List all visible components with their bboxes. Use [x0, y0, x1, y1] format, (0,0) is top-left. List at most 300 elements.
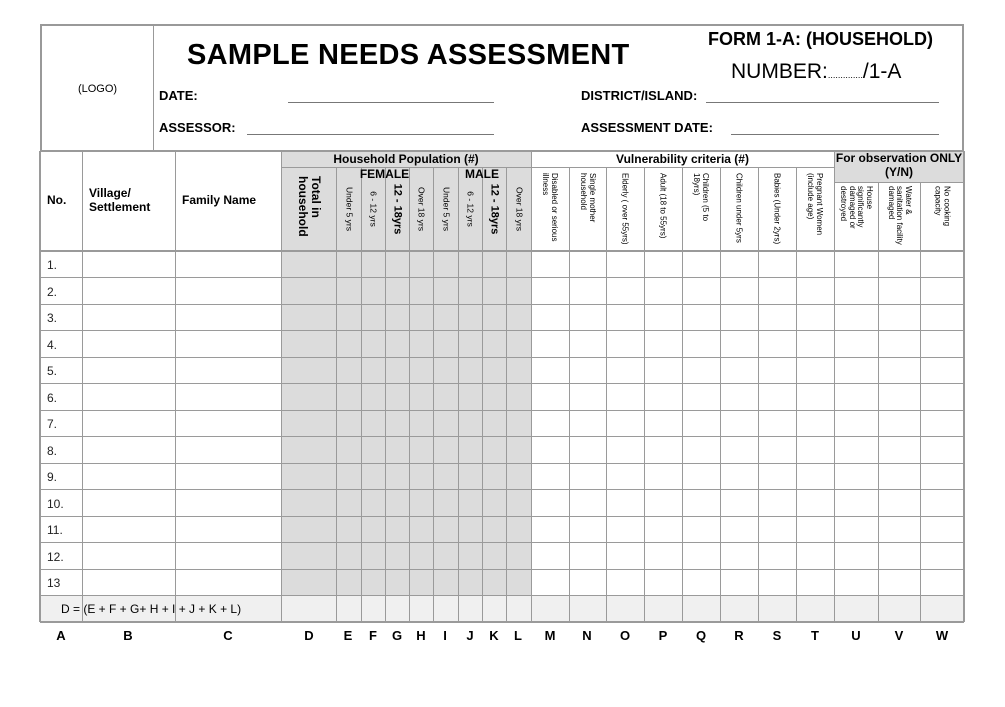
data-cell[interactable]	[281, 516, 336, 543]
data-cell[interactable]	[606, 357, 644, 384]
vulnerability-8-label: Pregnant Women (include age)	[806, 173, 824, 236]
data-cell[interactable]	[409, 251, 433, 278]
data-cell[interactable]	[385, 278, 409, 305]
data-cell[interactable]	[878, 357, 920, 384]
data-cell[interactable]	[878, 384, 920, 411]
data-cell[interactable]	[758, 357, 796, 384]
data-cell[interactable]	[281, 543, 336, 570]
data-cell[interactable]	[796, 410, 834, 437]
data-cell[interactable]	[920, 278, 964, 305]
data-cell[interactable]	[482, 543, 506, 570]
data-cell[interactable]	[482, 569, 506, 596]
data-cell[interactable]	[336, 331, 361, 358]
data-cell[interactable]	[531, 516, 569, 543]
data-cell[interactable]	[281, 490, 336, 517]
data-cell[interactable]	[385, 410, 409, 437]
data-cell[interactable]	[336, 384, 361, 411]
data-cell[interactable]	[336, 516, 361, 543]
data-cell[interactable]	[336, 490, 361, 517]
district-field[interactable]	[706, 102, 939, 103]
data-cell[interactable]	[834, 569, 878, 596]
data-cell[interactable]	[458, 304, 482, 331]
data-cell[interactable]	[606, 278, 644, 305]
data-cell[interactable]	[606, 516, 644, 543]
data-cell[interactable]	[506, 437, 531, 464]
data-cell[interactable]	[409, 410, 433, 437]
data-cell[interactable]	[506, 357, 531, 384]
data-cell[interactable]	[758, 543, 796, 570]
male-age-4-label: Over 18 yrs	[514, 187, 524, 231]
data-cell[interactable]	[82, 463, 175, 490]
data-cell[interactable]	[606, 569, 644, 596]
row-number: 1.	[47, 258, 58, 272]
data-cell[interactable]	[336, 463, 361, 490]
data-cell[interactable]	[920, 304, 964, 331]
data-cell[interactable]	[758, 437, 796, 464]
data-cell[interactable]	[531, 251, 569, 278]
data-cell[interactable]	[531, 304, 569, 331]
data-cell[interactable]	[531, 357, 569, 384]
data-cell[interactable]	[482, 410, 506, 437]
data-cell[interactable]	[361, 384, 385, 411]
data-cell[interactable]	[482, 251, 506, 278]
data-cell[interactable]	[361, 569, 385, 596]
data-cell[interactable]	[720, 463, 758, 490]
data-cell[interactable]	[796, 304, 834, 331]
data-cell[interactable]	[336, 569, 361, 596]
data-cell[interactable]	[920, 516, 964, 543]
data-cell[interactable]	[361, 543, 385, 570]
data-cell[interactable]	[834, 463, 878, 490]
data-cell[interactable]	[878, 331, 920, 358]
data-cell[interactable]	[834, 543, 878, 570]
data-cell[interactable]	[796, 357, 834, 384]
data-cell[interactable]	[458, 278, 482, 305]
data-cell[interactable]	[644, 543, 682, 570]
data-cell[interactable]	[385, 543, 409, 570]
data-cell[interactable]	[506, 490, 531, 517]
data-cell[interactable]	[758, 384, 796, 411]
data-cell[interactable]	[281, 410, 336, 437]
data-cell[interactable]	[409, 490, 433, 517]
data-cell[interactable]	[433, 384, 458, 411]
data-cell[interactable]	[385, 304, 409, 331]
data-cell[interactable]	[281, 463, 336, 490]
data-cell[interactable]	[175, 331, 281, 358]
data-cell[interactable]	[82, 278, 175, 305]
data-cell[interactable]	[758, 278, 796, 305]
data-cell[interactable]	[682, 331, 720, 358]
data-cell[interactable]	[606, 384, 644, 411]
data-cell[interactable]	[606, 543, 644, 570]
data-cell[interactable]	[834, 384, 878, 411]
data-cell[interactable]	[361, 463, 385, 490]
data-cell[interactable]	[175, 569, 281, 596]
data-cell[interactable]	[82, 251, 175, 278]
data-cell[interactable]	[682, 357, 720, 384]
data-cell[interactable]	[834, 278, 878, 305]
data-cell[interactable]	[682, 543, 720, 570]
data-cell[interactable]	[682, 490, 720, 517]
data-cell[interactable]	[720, 569, 758, 596]
data-cell[interactable]	[409, 384, 433, 411]
data-cell[interactable]	[796, 516, 834, 543]
data-cell[interactable]	[433, 569, 458, 596]
data-cell[interactable]	[569, 490, 606, 517]
date-field[interactable]	[288, 102, 494, 103]
data-cell[interactable]	[606, 490, 644, 517]
data-cell[interactable]	[531, 437, 569, 464]
data-cell[interactable]	[458, 569, 482, 596]
observation-header: For observation ONLY (Y/N)	[835, 151, 963, 179]
data-cell[interactable]	[433, 437, 458, 464]
data-cell[interactable]	[531, 410, 569, 437]
data-cell[interactable]	[82, 384, 175, 411]
data-cell[interactable]	[175, 463, 281, 490]
data-cell[interactable]	[433, 490, 458, 517]
data-cell[interactable]	[569, 384, 606, 411]
data-cell[interactable]	[175, 278, 281, 305]
data-cell[interactable]	[920, 463, 964, 490]
data-cell[interactable]	[433, 331, 458, 358]
data-cell[interactable]	[644, 331, 682, 358]
data-cell[interactable]	[506, 410, 531, 437]
data-cell[interactable]	[682, 251, 720, 278]
data-cell[interactable]	[385, 569, 409, 596]
data-cell[interactable]	[720, 490, 758, 517]
data-cell[interactable]	[82, 516, 175, 543]
data-cell[interactable]	[682, 463, 720, 490]
data-cell[interactable]	[409, 331, 433, 358]
data-cell[interactable]	[361, 331, 385, 358]
data-cell[interactable]	[644, 463, 682, 490]
data-cell[interactable]	[458, 251, 482, 278]
data-cell[interactable]	[409, 437, 433, 464]
data-cell[interactable]	[458, 357, 482, 384]
data-cell[interactable]	[644, 569, 682, 596]
data-cell[interactable]	[458, 543, 482, 570]
data-cell[interactable]	[82, 331, 175, 358]
data-cell[interactable]	[644, 516, 682, 543]
data-cell[interactable]	[361, 251, 385, 278]
data-cell[interactable]	[175, 490, 281, 517]
data-cell[interactable]	[569, 278, 606, 305]
data-cell[interactable]	[281, 384, 336, 411]
data-cell[interactable]	[458, 410, 482, 437]
data-cell[interactable]	[482, 304, 506, 331]
data-cell[interactable]	[458, 437, 482, 464]
data-cell[interactable]	[409, 516, 433, 543]
data-cell[interactable]	[834, 437, 878, 464]
data-cell[interactable]	[433, 278, 458, 305]
data-cell[interactable]	[758, 331, 796, 358]
data-cell[interactable]	[720, 437, 758, 464]
number-blank[interactable]: ..............	[827, 70, 863, 80]
data-cell[interactable]	[796, 490, 834, 517]
data-cell[interactable]	[878, 304, 920, 331]
data-cell[interactable]	[920, 251, 964, 278]
data-cell[interactable]	[569, 569, 606, 596]
data-cell[interactable]	[834, 304, 878, 331]
data-cell[interactable]	[506, 251, 531, 278]
data-cell[interactable]	[433, 463, 458, 490]
data-cell[interactable]	[682, 304, 720, 331]
data-cell[interactable]	[281, 278, 336, 305]
data-cell[interactable]	[506, 463, 531, 490]
data-cell[interactable]	[878, 543, 920, 570]
data-cell[interactable]	[433, 357, 458, 384]
data-cell[interactable]	[482, 437, 506, 464]
data-cell[interactable]	[531, 331, 569, 358]
data-cell[interactable]	[796, 437, 834, 464]
data-cell[interactable]	[606, 410, 644, 437]
data-cell[interactable]	[720, 384, 758, 411]
data-cell[interactable]	[433, 516, 458, 543]
data-cell[interactable]	[606, 463, 644, 490]
data-cell[interactable]	[920, 437, 964, 464]
data-cell[interactable]	[606, 437, 644, 464]
data-cell[interactable]	[458, 516, 482, 543]
data-cell[interactable]	[682, 384, 720, 411]
data-cell[interactable]	[569, 410, 606, 437]
data-cell[interactable]	[920, 384, 964, 411]
data-cell[interactable]	[82, 490, 175, 517]
data-cell[interactable]	[644, 304, 682, 331]
data-cell[interactable]	[409, 543, 433, 570]
data-cell[interactable]	[758, 569, 796, 596]
data-cell[interactable]	[433, 251, 458, 278]
data-cell[interactable]	[361, 437, 385, 464]
data-cell[interactable]	[82, 543, 175, 570]
data-cell[interactable]	[878, 410, 920, 437]
data-cell[interactable]	[361, 516, 385, 543]
data-cell[interactable]	[506, 331, 531, 358]
data-cell[interactable]	[433, 543, 458, 570]
data-cell[interactable]	[682, 516, 720, 543]
data-cell[interactable]	[361, 490, 385, 517]
data-cell[interactable]	[281, 304, 336, 331]
data-cell[interactable]	[531, 463, 569, 490]
data-cell[interactable]	[920, 569, 964, 596]
data-cell[interactable]	[796, 569, 834, 596]
data-cell[interactable]	[281, 331, 336, 358]
female-age-4	[409, 167, 433, 251]
data-cell[interactable]	[175, 410, 281, 437]
data-cell[interactable]	[281, 569, 336, 596]
data-cell[interactable]	[644, 410, 682, 437]
data-cell[interactable]	[920, 410, 964, 437]
data-cell[interactable]	[758, 410, 796, 437]
data-cell[interactable]	[720, 331, 758, 358]
data-cell[interactable]	[720, 304, 758, 331]
data-cell[interactable]	[175, 357, 281, 384]
data-cell[interactable]	[720, 251, 758, 278]
data-cell[interactable]	[834, 357, 878, 384]
data-cell[interactable]	[644, 278, 682, 305]
data-cell[interactable]	[569, 357, 606, 384]
data-cell[interactable]	[458, 384, 482, 411]
data-cell[interactable]	[458, 331, 482, 358]
data-cell[interactable]	[385, 516, 409, 543]
data-cell[interactable]	[878, 251, 920, 278]
data-cell[interactable]	[409, 463, 433, 490]
data-cell[interactable]	[82, 304, 175, 331]
data-cell[interactable]	[506, 278, 531, 305]
data-cell[interactable]	[878, 569, 920, 596]
data-cell[interactable]	[433, 304, 458, 331]
data-cell[interactable]	[458, 490, 482, 517]
data-cell[interactable]	[569, 463, 606, 490]
data-cell[interactable]	[82, 410, 175, 437]
logo-label: (LOGO)	[77, 82, 118, 95]
data-cell[interactable]	[878, 278, 920, 305]
data-cell[interactable]	[482, 384, 506, 411]
data-cell[interactable]	[758, 516, 796, 543]
data-cell[interactable]	[175, 516, 281, 543]
data-cell[interactable]	[361, 304, 385, 331]
data-cell[interactable]	[506, 516, 531, 543]
data-cell[interactable]	[506, 304, 531, 331]
data-cell[interactable]	[458, 463, 482, 490]
data-cell[interactable]	[482, 463, 506, 490]
data-cell[interactable]	[720, 278, 758, 305]
data-cell[interactable]	[569, 437, 606, 464]
data-cell[interactable]	[796, 384, 834, 411]
data-cell[interactable]	[878, 490, 920, 517]
data-cell[interactable]	[834, 490, 878, 517]
data-cell[interactable]	[606, 251, 644, 278]
data-cell[interactable]	[682, 278, 720, 305]
data-cell[interactable]	[82, 437, 175, 464]
data-cell[interactable]	[385, 490, 409, 517]
data-cell[interactable]	[720, 543, 758, 570]
data-cell[interactable]	[361, 410, 385, 437]
assessor-field[interactable]	[247, 134, 494, 135]
data-cell[interactable]	[606, 331, 644, 358]
data-cell[interactable]	[531, 490, 569, 517]
data-cell[interactable]	[336, 251, 361, 278]
data-cell[interactable]	[758, 304, 796, 331]
assessment-date-field[interactable]	[731, 134, 939, 135]
data-cell[interactable]	[385, 384, 409, 411]
data-cell[interactable]	[281, 357, 336, 384]
data-cell[interactable]	[758, 463, 796, 490]
data-cell[interactable]	[569, 516, 606, 543]
data-cell[interactable]	[409, 304, 433, 331]
data-cell[interactable]	[361, 278, 385, 305]
data-cell[interactable]	[336, 278, 361, 305]
data-cell[interactable]	[644, 251, 682, 278]
data-cell[interactable]	[682, 437, 720, 464]
data-cell[interactable]	[834, 516, 878, 543]
data-cell[interactable]	[834, 410, 878, 437]
data-cell[interactable]	[644, 437, 682, 464]
data-cell[interactable]	[606, 304, 644, 331]
data-cell[interactable]	[834, 251, 878, 278]
data-cell[interactable]	[720, 516, 758, 543]
data-cell[interactable]	[482, 278, 506, 305]
data-cell[interactable]	[569, 304, 606, 331]
data-cell[interactable]	[569, 543, 606, 570]
data-cell[interactable]	[796, 331, 834, 358]
data-cell[interactable]	[336, 357, 361, 384]
data-cell[interactable]	[409, 278, 433, 305]
data-cell[interactable]	[361, 357, 385, 384]
data-cell[interactable]	[482, 331, 506, 358]
data-cell[interactable]	[644, 357, 682, 384]
data-cell[interactable]	[336, 543, 361, 570]
data-cell[interactable]	[878, 437, 920, 464]
data-cell[interactable]	[506, 569, 531, 596]
data-cell[interactable]	[506, 384, 531, 411]
data-cell[interactable]	[385, 463, 409, 490]
data-cell[interactable]	[175, 437, 281, 464]
data-cell[interactable]	[409, 357, 433, 384]
data-cell[interactable]	[758, 251, 796, 278]
data-cell[interactable]	[482, 357, 506, 384]
data-cell[interactable]	[720, 357, 758, 384]
data-cell[interactable]	[482, 516, 506, 543]
data-cell[interactable]	[385, 357, 409, 384]
data-cell[interactable]	[531, 569, 569, 596]
data-cell[interactable]	[385, 331, 409, 358]
data-cell[interactable]	[175, 543, 281, 570]
data-cell[interactable]	[385, 251, 409, 278]
data-cell[interactable]	[569, 331, 606, 358]
data-cell[interactable]	[336, 437, 361, 464]
data-cell[interactable]	[531, 384, 569, 411]
data-cell[interactable]	[758, 490, 796, 517]
data-cell[interactable]	[336, 304, 361, 331]
data-cell[interactable]	[506, 543, 531, 570]
data-cell[interactable]	[644, 490, 682, 517]
data-cell[interactable]	[569, 251, 606, 278]
data-cell[interactable]	[796, 278, 834, 305]
female-age-1	[336, 167, 361, 251]
data-cell[interactable]	[531, 278, 569, 305]
data-cell[interactable]	[175, 304, 281, 331]
data-cell[interactable]	[920, 357, 964, 384]
data-cell[interactable]	[920, 543, 964, 570]
data-cell[interactable]	[644, 384, 682, 411]
data-cell[interactable]	[920, 490, 964, 517]
data-cell[interactable]	[433, 410, 458, 437]
data-cell[interactable]	[720, 410, 758, 437]
data-cell[interactable]	[920, 331, 964, 358]
data-cell[interactable]	[82, 357, 175, 384]
data-cell[interactable]	[281, 251, 336, 278]
data-cell[interactable]	[281, 437, 336, 464]
data-cell[interactable]	[878, 463, 920, 490]
data-cell[interactable]	[409, 569, 433, 596]
data-cell[interactable]	[682, 410, 720, 437]
data-cell[interactable]	[175, 251, 281, 278]
data-cell[interactable]	[336, 410, 361, 437]
data-cell[interactable]	[482, 490, 506, 517]
data-cell[interactable]	[82, 569, 175, 596]
data-cell[interactable]	[175, 384, 281, 411]
data-cell[interactable]	[796, 251, 834, 278]
data-cell[interactable]	[796, 463, 834, 490]
page-title: SAMPLE NEEDS ASSESSMENT	[187, 39, 630, 71]
data-cell[interactable]	[682, 569, 720, 596]
data-cell[interactable]	[385, 437, 409, 464]
column-letter: D	[304, 628, 314, 643]
data-cell[interactable]	[878, 516, 920, 543]
data-cell[interactable]	[531, 543, 569, 570]
data-cell[interactable]	[796, 543, 834, 570]
data-cell[interactable]	[834, 331, 878, 358]
